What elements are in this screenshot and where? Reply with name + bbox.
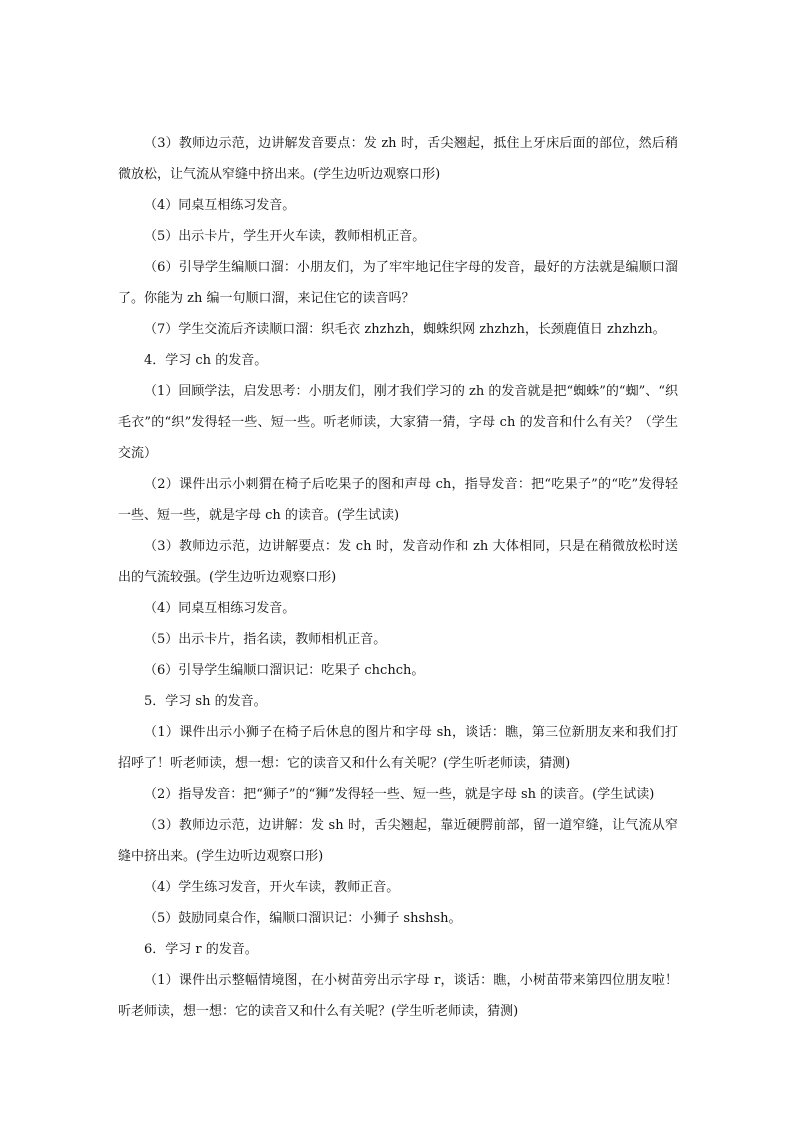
paragraph-zh-step-7: （7）学生交流后齐读顺口溜：织毛衣 zhzhzh，蜘蛛织网 zhzhzh，长颈鹿值日 zhzhzh。 — [144, 322, 666, 337]
section-heading-r: 6．学习 r 的发音。 — [144, 942, 258, 957]
section-heading-sh: 5．学习 sh 的发音。 — [144, 694, 267, 709]
paragraph-sh-step-4: （4）学生练习发音，开火车读，教师正音。 — [144, 880, 400, 895]
document-body — [118, 128, 678, 1027]
section-heading-ch: 4．学习 ch 的发音。 — [144, 353, 268, 368]
paragraph-zh-step-3: （3）教师边示范，边讲解发音要点：发 zh 时，舌尖翘起，抵住上牙床后面的部位，然后稍微放松，让气流从窄缝中挤出来。(学生边听边观察口形) — [118, 136, 678, 182]
paragraph-sh-step-5: （5）鼓励同桌合作，编顺口溜识记：小狮子 shshsh。 — [144, 911, 462, 926]
paragraph-ch-step-4: （4）同桌互相练习发音。 — [144, 601, 296, 616]
paragraph-sh-step-1: （1）课件出示小狮子在椅子后休息的图片和字母 sh，谈话：瞧，第三位新朋友来和我们打招呼了！听老师读，想一想：它的读音又和什么有关呢？(学生听老师读，猜测) — [118, 725, 678, 771]
paragraph-sh-step-2: （2）指导发音：把“狮子”的“狮”发得轻一些、短一些，就是字母 sh 的读音。(学生试读) — [144, 787, 655, 802]
paragraph-ch-step-1: （1）回顾学法，启发思考：小朋友们，刚才我们学习的 zh 的发音就是把“蜘蛛”的“蜘”、“织毛衣”的“织”发得轻一些、短一些。听老师读，大家猜一猜，字母 ch 的发音和什么有关？（学生交流） — [118, 384, 678, 461]
paragraph-ch-step-3: （3）教师边示范，边讲解要点：发 ch 时，发音动作和 zh 大体相同，只是在稍微放松时送出的气流较强。(学生边听边观察口形) — [118, 539, 678, 585]
paragraph-zh-step-5: （5）出示卡片，学生开火车读，教师相机正音。 — [144, 229, 426, 244]
paragraph-sh-step-3: （3）教师边示范，边讲解：发 sh 时，舌尖翘起，靠近硬腭前部，留一道窄缝，让气流从窄缝中挤出来。(学生边听边观察口形) — [118, 818, 678, 864]
paragraph-zh-step-6: （6）引导学生编顺口溜：小朋友们，为了牢牢地记住字母的发音，最好的方法就是编顺口溜了。你能为 zh 编一句顺口溜，来记住它的读音吗？ — [118, 260, 678, 306]
paragraph-ch-step-5: （5）出示卡片，指名读，教师相机正音。 — [144, 632, 387, 647]
paragraph-ch-step-2: （2）课件出示小刺猬在椅子后吃果子的图和声母 ch，指导发音：把“吃果子”的“吃”发得轻一些、短一些，就是字母 ch 的读音。(学生试读) — [118, 477, 678, 523]
paragraph-zh-step-4: （4）同桌互相练习发音。 — [144, 198, 296, 213]
paragraph-ch-step-6: （6）引导学生编顺口溜识记：吃果子 chchch。 — [144, 663, 425, 678]
paragraph-r-step-1: （1）课件出示整幅情境图，在小树苗旁出示字母 r，谈话：瞧，小树苗带来第四位朋友啦！听老师读，想一想：它的读音又和什么有关呢？(学生听老师读，猜测) — [118, 973, 678, 1019]
